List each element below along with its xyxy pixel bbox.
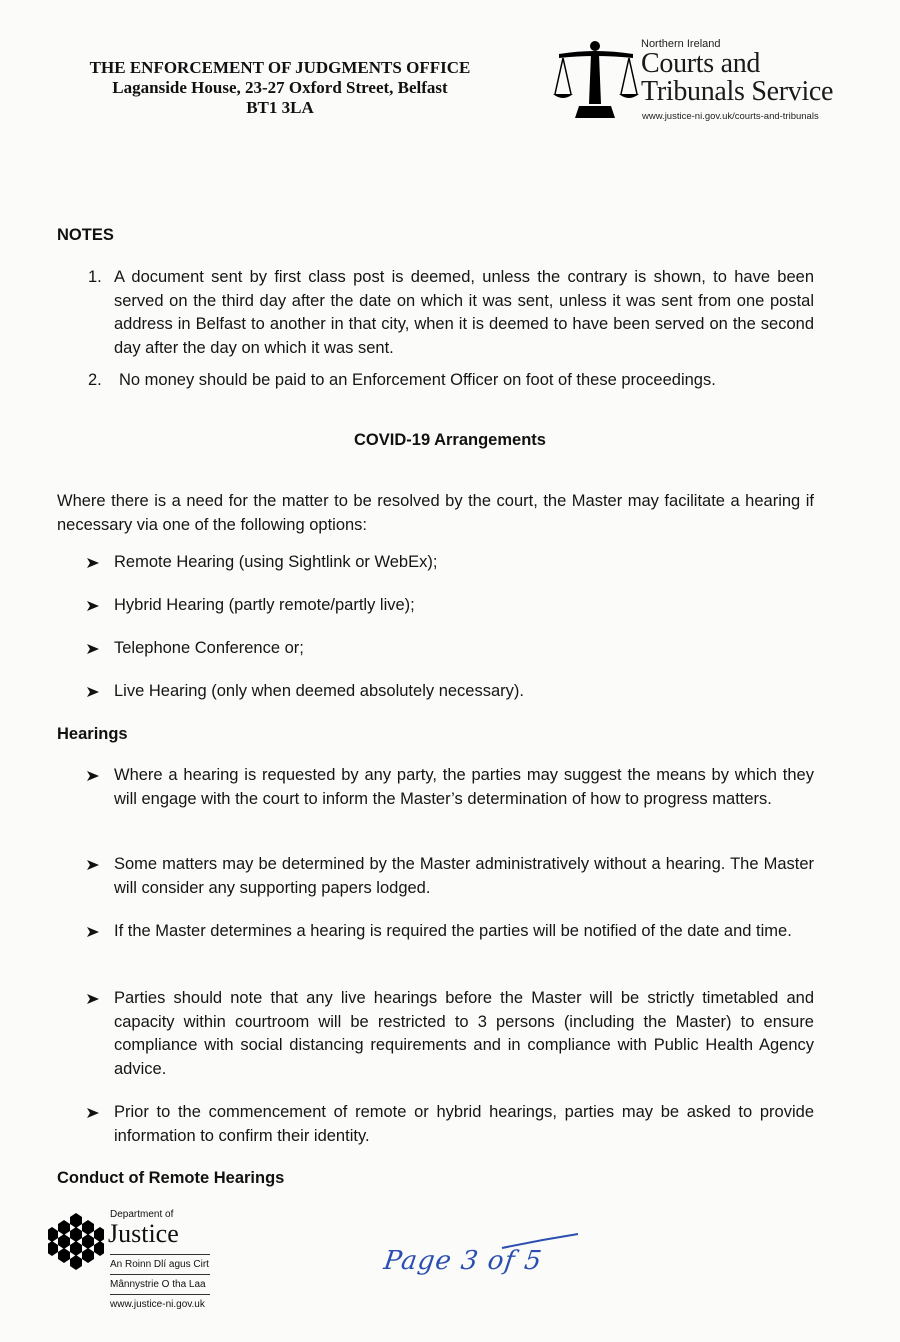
notes-heading: NOTES [57,226,114,244]
logo-name [641,50,833,106]
scales-of-justice-icon [553,40,639,124]
arrow-bullet-icon [86,556,100,570]
handwritten-page-number [380,1228,580,1298]
courts-tribunals-logo [553,36,873,126]
note-number: 1. [88,268,102,286]
arrow-bullet-icon [86,599,100,613]
office-name: THE ENFORCEMENT OF JUDGMENTS OFFICE [89,58,471,77]
covid-option: Remote Hearing (using Sightlink or WebEx); [114,553,438,571]
doj-divider [110,1294,210,1295]
doj-divider [110,1274,210,1275]
hearing-item: Parties should note that any live hearings before the Master will be strictly timetabled and capacity within courtroom will be restricted to 3 persons (including the Master) to ensure compliance with social distancing requirements and in compliance with Public Health Agency advice. [114,989,814,1078]
hearing-item: Some matters may be determined by the Master administratively without a hearing. The Master will consider any supporting papers lodged. [114,855,814,897]
arrow-bullet-icon [86,925,100,939]
covid-option: Hybrid Hearing (partly remote/partly live); [114,596,415,614]
office-street: Laganside House, 23-27 Oxford Street, Belfast [112,78,448,97]
arrow-bullet-icon [86,769,100,783]
hearings-heading: Hearings [57,725,128,743]
department-of-justice-logo [48,1207,228,1322]
note-item: No money should be paid to an Enforcement Officer on foot of these proceedings. [119,371,716,389]
covid-option: Telephone Conference or; [114,639,304,657]
doj-url: www.justice-ni.gov.uk [110,1299,205,1310]
conduct-heading: Conduct of Remote Hearings [57,1169,285,1187]
arrow-bullet-icon [86,992,100,1006]
hearing-item: If the Master determines a hearing is required the parties will be notified of the date and time. [114,922,792,940]
doj-irish-name: An Roinn Dlí agus Cirt [110,1259,209,1270]
doj-divider [110,1254,210,1255]
office-postcode: BT1 3LA [246,98,314,117]
handwritten-text: Page 3 of 5 [381,1246,545,1276]
arrow-bullet-icon [86,685,100,699]
logo-region: Northern Ireland [641,38,721,50]
arrow-bullet-icon [86,642,100,656]
office-address-block [60,58,500,118]
logo-name-line2: Tribunals Service [641,76,834,107]
doj-dept-label: Department of [110,1209,174,1220]
logo-url: www.justice-ni.gov.uk/courts-and-tribunals [642,111,819,122]
hearing-item: Prior to the commencement of remote or hybrid hearings, parties may be asked to provide information to confirm their identity. [114,1103,814,1145]
note-item: A document sent by first class post is deemed, unless the contrary is shown, to have been served on the third day after the date on which it was sent, unless it was sent from one postal address in Belfast to another in that city, when it is deemed to have been served on the second day after the day on which it was sent. [114,268,814,357]
hearing-item: Where a hearing is requested by any party, the parties may suggest the means by which they will engage with the court to inform the Master’s determination of how to progress matters. [114,766,814,808]
covid-intro: Where there is a need for the matter to be resolved by the court, the Master may facilitate a hearing if necessary via one of the following options: [57,492,814,534]
arrow-bullet-icon [86,1106,100,1120]
doj-name: Justice [108,1219,179,1248]
covid-option: Live Hearing (only when deemed absolutely necessary). [114,682,524,700]
covid-heading: COVID-19 Arrangements [354,431,546,449]
note-number: 2. [88,371,102,389]
hexagon-cluster-icon [48,1213,104,1271]
logo-name-line1: Courts and [641,48,761,79]
doj-ulster-scots-name: Mânnystrie O tha Laa [110,1279,206,1290]
arrow-bullet-icon [86,858,100,872]
